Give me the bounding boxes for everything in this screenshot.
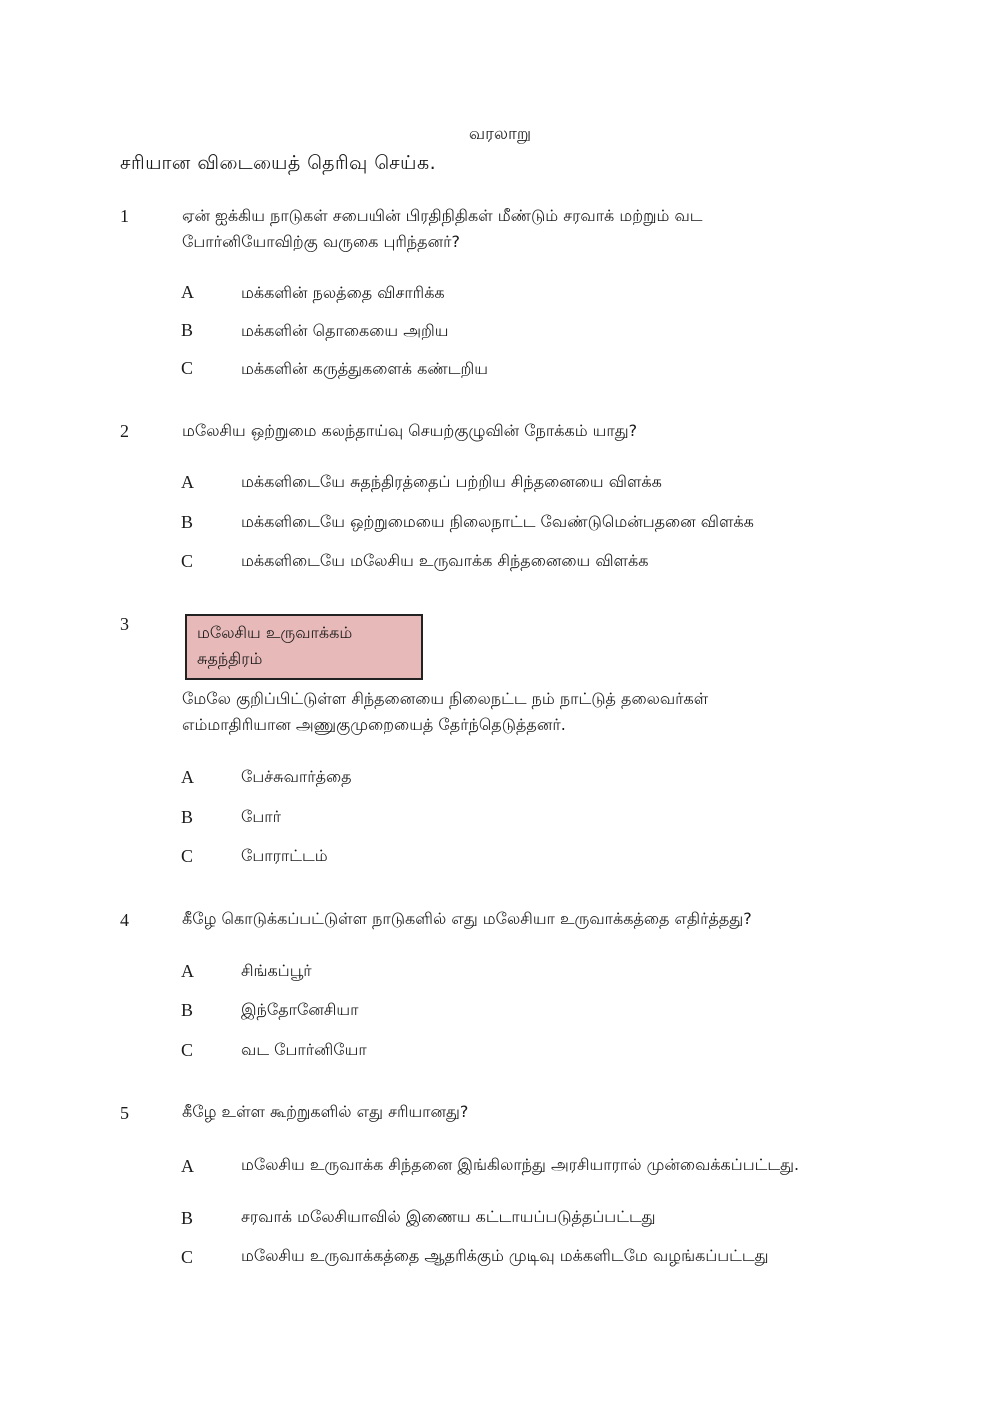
page-title: வரலாறு <box>468 124 532 144</box>
option-letter: C <box>181 551 194 571</box>
option-letter: A <box>181 1156 194 1176</box>
instruction: சரியான விடையைத் தெரிவு செய்க. <box>120 152 437 174</box>
option-letter: C <box>181 1247 194 1267</box>
question-text: மலேசிய ஒற்றுமை கலந்தாய்வு செயற்குழுவின் நோக்கம் யாது? <box>182 421 638 440</box>
option-text: சரவாக் மலேசியாவில் இணைய கட்டாயப்படுத்தப்பட்டது <box>241 1207 656 1226</box>
question-text: கீழே உள்ள கூற்றுகளில் எது சரியானது? <box>182 1102 469 1121</box>
option-letter: B <box>181 1208 194 1228</box>
option-text: போராட்டம் <box>241 846 328 865</box>
option-letter: B <box>181 512 194 532</box>
option-text: மக்களின் நலத்தை விசாரிக்க <box>241 283 445 302</box>
question-number: 1 <box>120 206 129 226</box>
option-letter: B <box>181 807 194 827</box>
option-text: இந்தோனேசியா <box>241 1000 359 1019</box>
option-text: மக்களிடையே சுதந்திரத்தைப் பற்றிய சிந்தனையை விளக்க <box>241 472 662 491</box>
option-text: போர் <box>241 807 281 826</box>
option-text: சிங்கப்பூர் <box>241 961 312 980</box>
stimulus-line: மலேசிய உருவாக்கம் <box>197 623 353 642</box>
question-number: 2 <box>120 421 129 441</box>
option-letter: B <box>181 320 194 340</box>
option-text: மலேசிய உருவாக்க சிந்தனை இங்கிலாந்து அரசியாரால் முன்வைக்கப்பட்டது. <box>241 1155 800 1174</box>
option-text: மலேசிய உருவாக்கத்தை ஆதரிக்கும் முடிவு மக்களிடமே வழங்கப்பட்டது <box>241 1246 769 1265</box>
option-text: வட போர்னியோ <box>241 1040 367 1059</box>
option-text: மக்களிடையே ஒற்றுமையை நிலைநாட்ட வேண்டுமென்பதனை விளக்க <box>241 512 754 531</box>
option-text: மக்களின் தொகையை அறிய <box>241 321 449 340</box>
option-letter: B <box>181 1000 194 1020</box>
option-text: பேச்சுவார்த்தை <box>241 767 352 786</box>
option-letter: C <box>181 358 194 378</box>
question-text: மேலே குறிப்பிட்டுள்ள சிந்தனையை நிலைநட்ட நம் நாட்டுத் தலைவர்கள் எம்மாதிரியான அணுகுமுறையைத் தேர்ந்தெடுத்தனர். <box>182 689 709 734</box>
question-text: கீழே கொடுக்கப்பட்டுள்ள நாடுகளில் எது மலேசியா உருவாக்கத்தை எதிர்த்தது? <box>182 909 752 928</box>
option-letter: A <box>181 282 194 302</box>
option-letter: A <box>181 961 194 981</box>
stimulus-line: சுதந்திரம் <box>197 649 263 668</box>
question-number: 5 <box>120 1103 129 1123</box>
option-letter: C <box>181 1040 194 1060</box>
option-letter: A <box>181 472 194 492</box>
stimulus-box <box>185 614 423 680</box>
question-number: 4 <box>120 910 129 930</box>
option-letter: C <box>181 846 194 866</box>
option-text: மக்களின் கருத்துகளைக் கண்டறிய <box>241 359 488 378</box>
question-text: ஏன் ஐக்கிய நாடுகள் சபையின் பிரதிநிதிகள் மீண்டும் சரவாக் மற்றும் வட போர்னியோவிற்கு வருகை புரிந்தனர்? <box>182 206 703 251</box>
question-number: 3 <box>120 614 129 634</box>
option-letter: A <box>181 767 194 787</box>
option-text: மக்களிடையே மலேசிய உருவாக்க சிந்தனையை விளக்க <box>241 551 649 570</box>
